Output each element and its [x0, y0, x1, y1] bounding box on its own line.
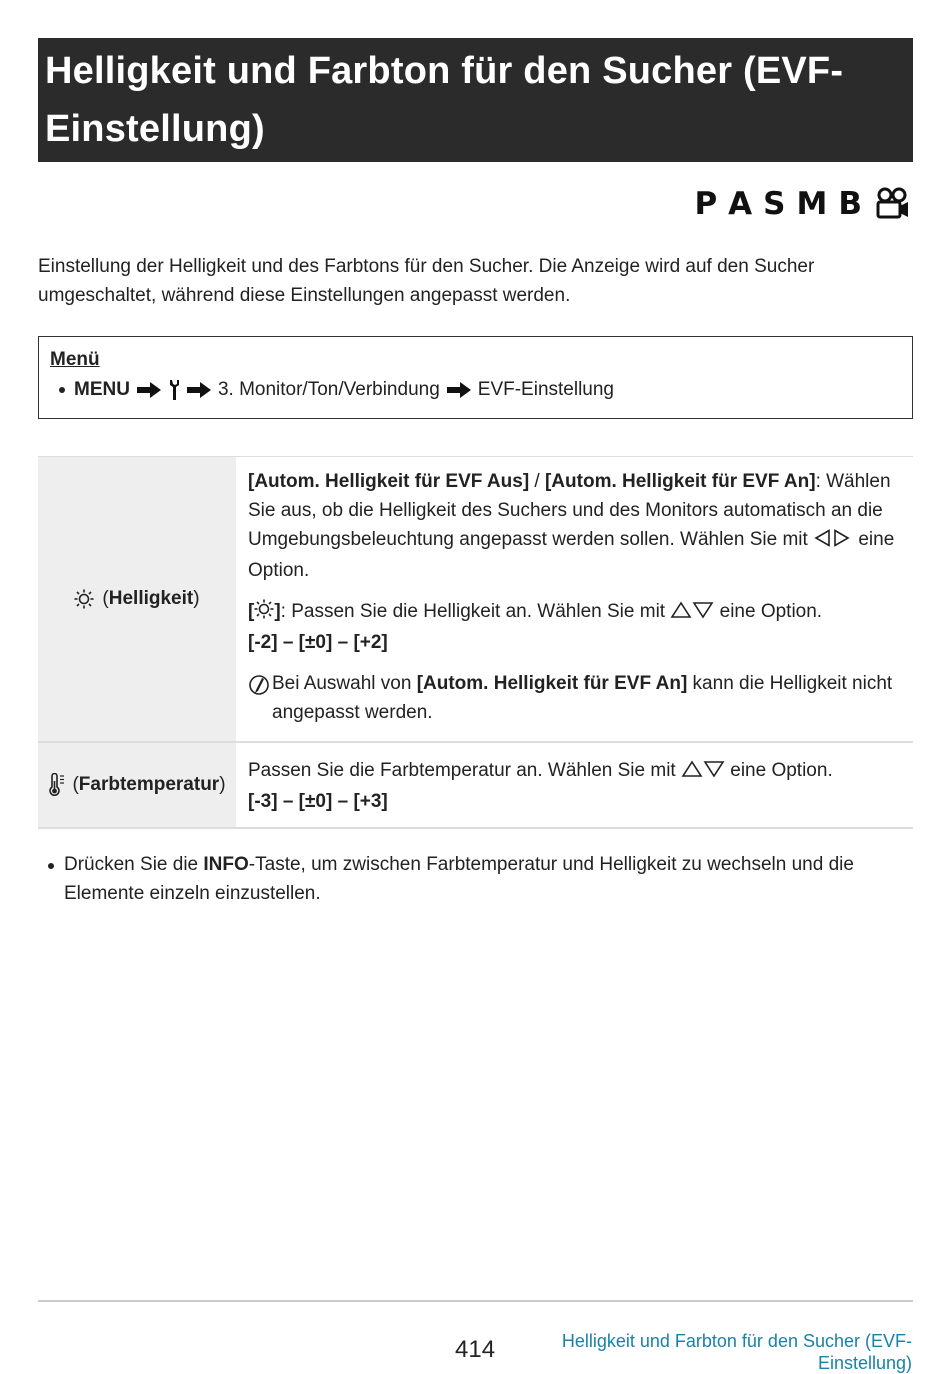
- brightness-range: [-2] – [±0] – [+2]: [248, 632, 388, 653]
- page-title-bar: [38, 38, 913, 162]
- menu-label: MENU: [74, 379, 130, 400]
- mode-m: M: [796, 186, 828, 222]
- brightness-text-2: eine Option.: [714, 601, 823, 622]
- note-text-1: Bei Auswahl von: [272, 673, 417, 694]
- footer-section-link[interactable]: Helligkeit und Farbton für den Sucher (EVF-Einstellung): [561, 1331, 912, 1373]
- option-auto-off: [Autom. Helligkeit für EVF Aus]: [248, 471, 530, 492]
- up-down-triangle-icon: [681, 758, 725, 787]
- bullet-dot: [48, 863, 54, 869]
- intro-paragraph: Einstellung der Helligkeit und des Farbtons für den Sucher. Die Anzeige wird auf den Sucher umgeschaltet, während diese Einstellungen angepasst werden.: [38, 256, 815, 306]
- page-title: [45, 42, 905, 158]
- row-content-farbtemperatur: [236, 743, 913, 827]
- settings-table: [38, 456, 913, 829]
- note-text-bold: [Autom. Helligkeit für EVF An]: [416, 673, 688, 694]
- brightness-text-1: : Passen Sie die Helligkeit an. Wählen Sie mit: [280, 601, 671, 622]
- note-icon: [248, 669, 272, 727]
- bullet-text-bold: INFO: [203, 854, 249, 875]
- table-row-helligkeit: [38, 457, 913, 743]
- mode-a: A: [728, 186, 753, 222]
- color-temp-range: [-3] – [±0] – [+3]: [248, 791, 388, 812]
- label-paren-close: ): [219, 774, 226, 795]
- intro-text: [38, 252, 888, 310]
- mode-p: P: [694, 186, 718, 222]
- row-content-helligkeit: [236, 457, 913, 741]
- wrench-icon: [168, 379, 180, 401]
- table-row-farbtemperatur: [38, 743, 913, 829]
- arrow-right-icon: [446, 381, 472, 399]
- row-label-helligkeit: [38, 457, 236, 741]
- label-text: Helligkeit: [108, 588, 194, 609]
- menu-path: [50, 375, 901, 405]
- sun-icon: [74, 589, 94, 609]
- auto-text-1: : Wählen Sie aus, ob die Helligkeit des Suchers und des Monitors automatisch an die Umgebungsbeleuchtung angepasst werden sollen. Wählen Sie mit: [248, 471, 891, 550]
- movie-icon: [874, 187, 910, 221]
- arrow-right-icon: [136, 381, 162, 399]
- bullet-text: [64, 850, 898, 908]
- option-separator: /: [529, 471, 545, 492]
- shooting-modes: [683, 186, 910, 222]
- page-title-line-1: Helligkeit und Farbton für den Sucher (EVF-: [45, 50, 844, 92]
- menu-item-label: EVF-Einstellung: [477, 379, 614, 400]
- brightness-paragraph: [ ]: Passen Sie die Helligkeit an. Wählen Sie mit eine Option.: [248, 597, 901, 628]
- auto-text-2: eine Option.: [248, 529, 895, 581]
- menu-heading: Menü: [50, 349, 100, 370]
- option-auto-on: [Autom. Helligkeit für EVF An]: [544, 471, 816, 492]
- mode-b: B: [838, 186, 862, 222]
- color-temp-paragraph: [248, 756, 901, 787]
- thermometer-icon: [48, 773, 66, 797]
- bullet-text-2: -Taste, um zwischen Farbtemperatur und Helligkeit zu wechseln und die Elemente einzeln einzustellen.: [64, 854, 854, 904]
- menu-tab-label: 3. Monitor/Ton/Verbindung: [217, 379, 440, 400]
- left-right-triangle-icon: [813, 527, 853, 556]
- label-paren-open: (: [102, 588, 109, 609]
- menu-box: [38, 336, 913, 419]
- bullet-dot: [59, 387, 65, 393]
- label-text: Farbtemperatur: [78, 774, 220, 795]
- note-text: [272, 669, 901, 727]
- color-temp-text-1: Passen Sie die Farbtemperatur an. Wählen Sie mit: [248, 760, 681, 781]
- footer-divider: [38, 1300, 913, 1302]
- note: [248, 669, 901, 727]
- bullet-note: [38, 850, 898, 908]
- auto-brightness-paragraph: [248, 467, 901, 585]
- sun-icon: [254, 599, 274, 628]
- row-label-farbtemperatur: [38, 743, 236, 827]
- note-text-2: kann die Helligkeit nicht angepasst werden.: [272, 673, 893, 723]
- label-paren-open: (: [72, 774, 79, 795]
- color-temp-text-2: eine Option.: [724, 760, 833, 781]
- page-title-line-2: Einstellung): [45, 108, 265, 150]
- bullet-text-1: Drücken Sie die: [64, 854, 204, 875]
- up-down-triangle-icon: [670, 599, 714, 628]
- page-number: 414: [455, 1336, 496, 1363]
- arrow-right-icon: [186, 381, 212, 399]
- label-paren-close: ): [193, 588, 200, 609]
- mode-s: S: [763, 186, 786, 222]
